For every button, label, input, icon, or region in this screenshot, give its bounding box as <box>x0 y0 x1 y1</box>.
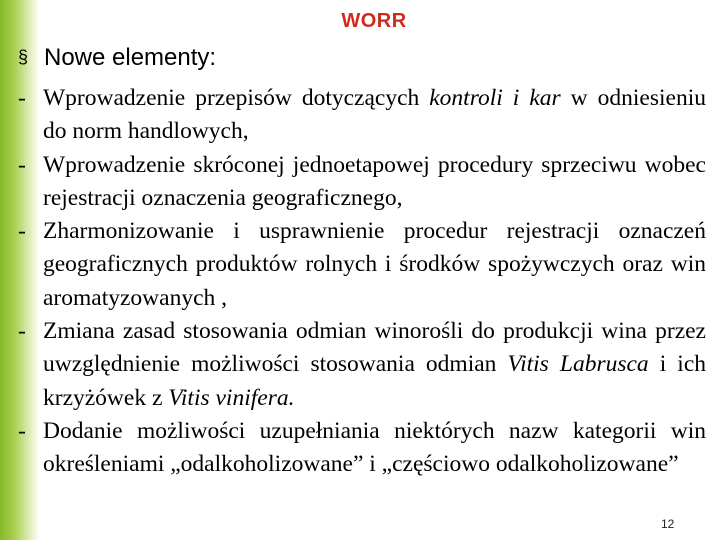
dash-bullet: - <box>18 218 26 245</box>
item-text: i ich krzyżówek z <box>43 351 706 411</box>
item-text-italic: Vitis vinifera. <box>168 384 295 411</box>
list-item-odmiany <box>18 315 706 415</box>
slide-title: WORR <box>341 10 407 32</box>
section-heading <box>18 44 216 72</box>
item-text: Wprowadzenie przepisów dotyczących <box>43 85 430 111</box>
list-item-kategorie <box>18 415 706 482</box>
item-text: Zharmonizowanie i usprawnienie procedur rejestracji oznaczeń geograficznych produktów rolnych i środków spożywczych oraz win aromatyzowanych , <box>43 218 706 311</box>
item-text: Dodanie możliwości uzupełniania niektórych nazw kategorii win określeniami „odalkoholizowane” i „częściowo odalkoholizowane” <box>43 417 706 478</box>
dash-bullet: - <box>18 417 26 444</box>
dash-bullet: - <box>18 318 26 345</box>
bullet-list <box>18 82 706 482</box>
section-heading-text: Nowe elementy: <box>44 44 217 71</box>
list-item-sprzeciw <box>18 149 706 216</box>
page-number: 12 <box>661 517 675 531</box>
list-item-harmonizacja <box>18 215 706 315</box>
item-text: Zmiana zasad stosowania odmian winorośli do produkcji wina przez uwzględnienie możliwości stosowania odmian <box>43 318 706 378</box>
list-item-kontrola <box>18 82 706 149</box>
item-text: w odniesieniu do norm handlowych, <box>43 85 706 145</box>
section-bullet-icon: § <box>18 47 29 67</box>
dash-bullet: - <box>18 151 26 178</box>
item-text-italic: kontroli i kar <box>429 85 561 111</box>
item-text: Wprowadzenie skróconej jednoetapowej procedury sprzeciwu wobec rejestracji oznaczenia geograficznego, <box>43 151 706 211</box>
dash-bullet: - <box>18 85 26 111</box>
item-text-italic: Vitis Labrusca <box>507 351 649 378</box>
